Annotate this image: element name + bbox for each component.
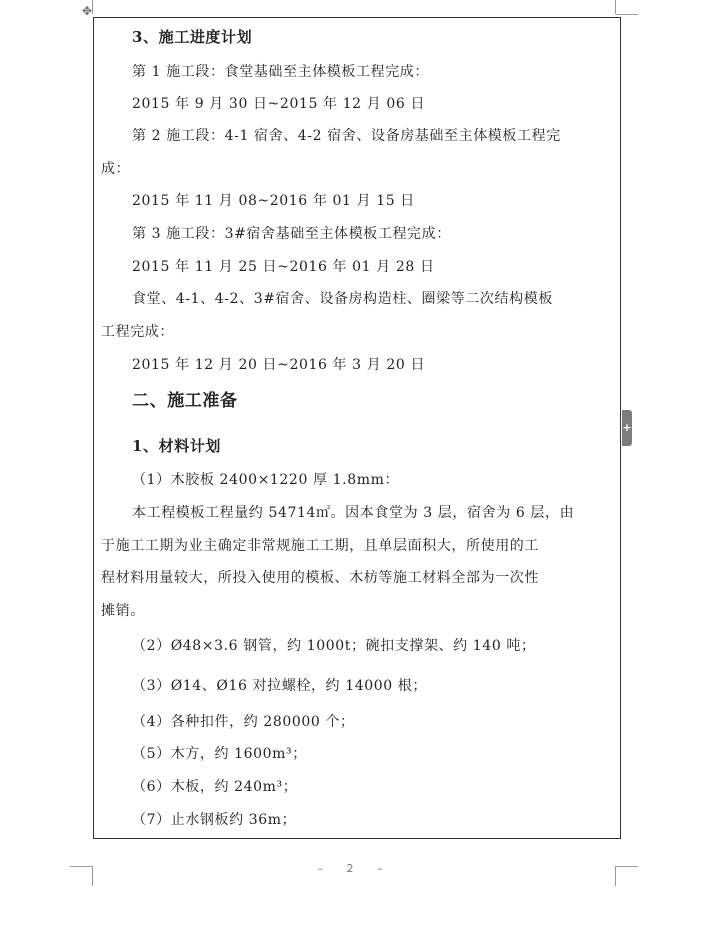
subsection-heading-materials: 1、材料计划 xyxy=(132,437,222,455)
paragraph-line: 第 2 施工段：4-1 宿舍、4-2 宿舍、设备房基础至主体模板工程完 xyxy=(132,128,561,144)
section-heading-preparation: 二、施工准备 xyxy=(132,391,238,411)
paragraph-line: 成： xyxy=(101,161,131,177)
list-item: （4）各种扣件，约 280000 个； xyxy=(132,714,355,730)
crop-mark-bottom-right-h xyxy=(616,866,638,867)
crop-mark-bottom-left-v xyxy=(92,866,93,886)
paragraph-line: 2015 年 12 月 20 日~2016 年 3 月 20 日 xyxy=(132,357,426,373)
paragraph-line: 第 3 施工段：3#宿舍基础至主体模板工程完成： xyxy=(132,226,451,242)
list-item: （6）木板，约 240m³； xyxy=(132,779,298,795)
list-item: （1）木胶板 2400×1220 厚 1.8mm： xyxy=(132,472,400,488)
crop-mark-top-right-v xyxy=(615,0,616,14)
page-number: – 2 – xyxy=(317,862,393,875)
paragraph-line: 本工程模板工程量约 54714㎡。因本食堂为 3 层，宿舍为 6 层，由 xyxy=(132,505,575,521)
paragraph-line: 程材料用量较大，所投入使用的模板、木枋等施工材料全部为一次性 xyxy=(101,570,539,586)
crop-mark-top-right-h xyxy=(616,14,638,15)
paragraph-line: 摊销。 xyxy=(101,603,145,619)
paragraph-line: 2015 年 9 月 30 日~2015 年 12 月 06 日 xyxy=(132,96,426,112)
paragraph-line: 2015 年 11 月 25 日~2016 年 01 月 28 日 xyxy=(132,259,435,275)
list-item: （3）Ø14、Ø16 对拉螺栓，约 14000 根； xyxy=(132,678,427,694)
expand-tab-icon[interactable]: + xyxy=(622,410,632,446)
table-move-handle-icon[interactable]: ✥ xyxy=(81,4,93,18)
list-item: （5）木方，约 1600m³； xyxy=(132,746,307,762)
paragraph-line: 2015 年 11 月 08~2016 年 01 月 15 日 xyxy=(132,193,415,209)
page-number-value: 2 xyxy=(346,862,364,875)
crop-mark-bottom-left-h xyxy=(70,866,92,867)
list-item: （7）止水钢板约 36m； xyxy=(132,812,297,828)
section-heading-schedule: 3、施工进度计划 xyxy=(132,28,253,46)
crop-mark-bottom-right-v xyxy=(615,866,616,886)
paragraph-line: 食堂、4-1、4-2、3#宿舍、设备房构造柱、圈梁等二次结构模板 xyxy=(132,291,553,307)
list-item: （2）Ø48×3.6 钢管，约 1000t；碗扣支撑架、约 140 吨； xyxy=(132,638,536,654)
paragraph-line: 第 1 施工段：食堂基础至主体模板工程完成： xyxy=(132,64,430,80)
paragraph-line: 于施工工期为业主确定非常规施工工期，且单层面积大，所使用的工 xyxy=(101,538,539,554)
paragraph-line: 工程完成： xyxy=(101,324,174,340)
